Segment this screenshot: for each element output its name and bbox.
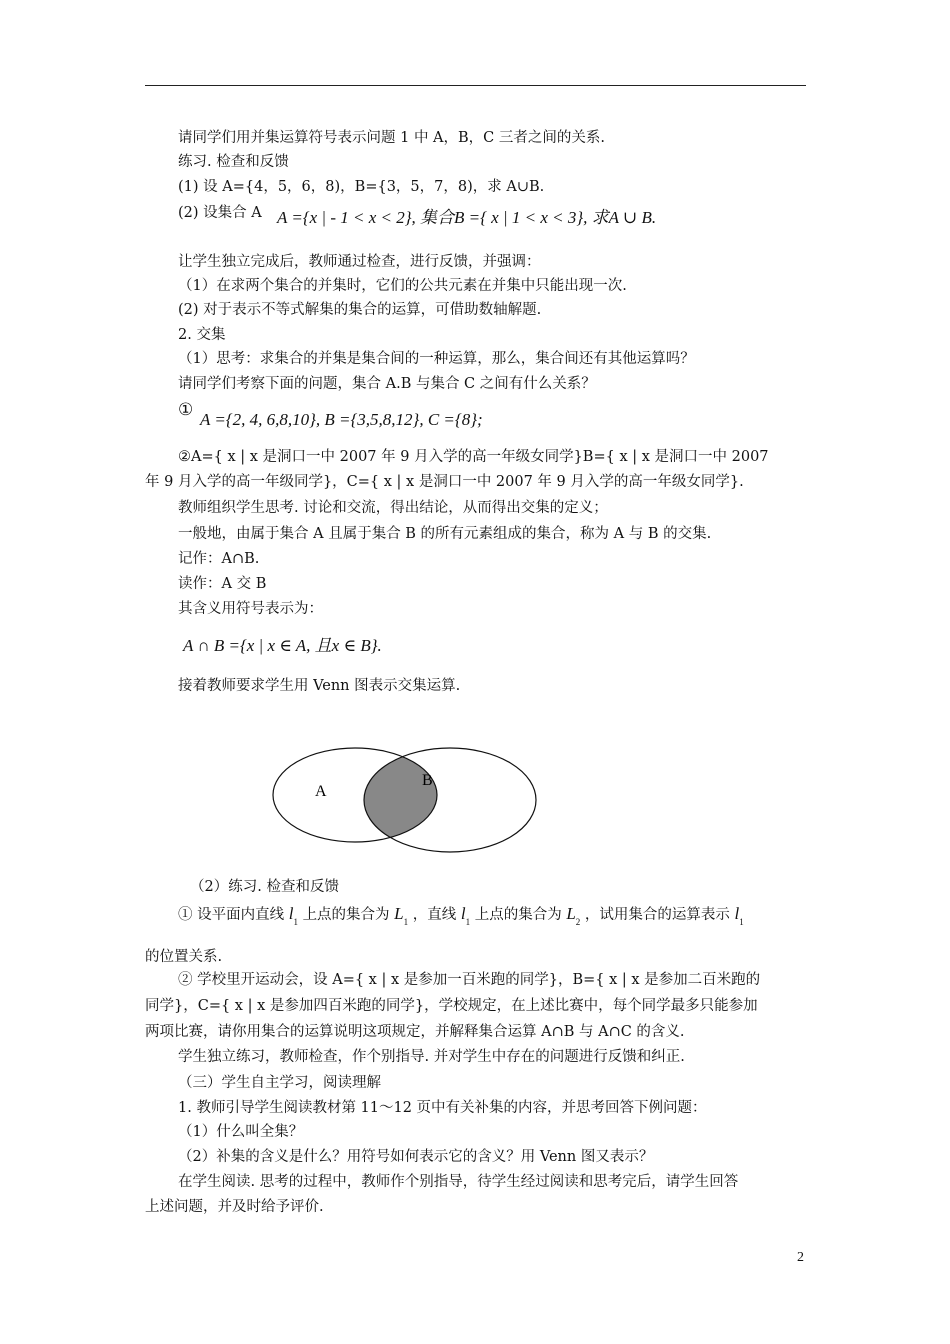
text-line: 让学生独立完成后，教师通过检查，进行反馈，并强调： xyxy=(178,254,541,270)
text-line: 一般地，由属于集合 A 且属于集合 B 的所有元素组成的集合，称为 A 与 B 的交集. xyxy=(178,526,712,542)
exercise-text: ，直线 xyxy=(412,907,457,923)
page-number: 2 xyxy=(797,1250,804,1265)
text-line: 其含义用符号表示为： xyxy=(178,601,323,617)
section-heading: （三）学生自主学习，阅读理解 xyxy=(178,1075,381,1091)
text-line: ② 学校里开运动会，设 A={ x | x 是参加一百米跑的同学}，B={ x | x 是参加二百米跑的 xyxy=(178,972,761,988)
venn-label-a: A xyxy=(315,783,327,800)
exercise-text: 上点的集合为 xyxy=(474,907,562,923)
header-rule xyxy=(145,85,806,86)
text-line: (2) 对于表示不等式解集的集合的运算，可借助数轴解题. xyxy=(178,302,542,318)
symbol-l1: $l_1$ xyxy=(734,904,744,927)
venn-diagram xyxy=(265,740,565,860)
text-line: 练习. 检查和反馈 xyxy=(178,154,289,170)
text-line: 1. 教师引导学生阅读教材第 11～12 页中有关补集的内容，并思考回答下例问题： xyxy=(178,1100,707,1116)
text-line: 的位置关系. xyxy=(145,949,223,965)
text-line: 上述问题，并及时给予评价. xyxy=(145,1199,324,1215)
text-line: 学生独立练习，教师检查，作个别指导. 并对学生中存在的问题进行反馈和纠正. xyxy=(178,1049,685,1065)
text-line: 同学}，C={ x | x 是参加四百米跑的同学}，学校规定，在上述比赛中，每个同学最多只能参加 xyxy=(145,998,758,1014)
symbol-L1: $L_1$ xyxy=(394,904,409,927)
text-line: （1）思考：求集合的并集是集合间的一种运算，那么，集合间还有其他运算吗？ xyxy=(178,351,695,367)
exercise-text: ① 设平面内直线 xyxy=(178,907,285,923)
section-heading: 2. 交集 xyxy=(178,327,226,343)
text-line: （1）什么叫全集？ xyxy=(178,1124,304,1140)
symbol-L2: $L_2$ xyxy=(566,904,581,927)
symbol-l1: $l_1$ xyxy=(288,904,298,927)
union-formula: A ={x | - 1 < x < 2}, 集合B ={ x | 1 < x < 3}, 求A ∪ B. xyxy=(277,208,657,227)
text-line: (1) 设 A={4，5，6，8)，B={3，5，7，8)，求 A∪B. xyxy=(178,179,545,195)
text-line: （1）在求两个集合的并集时，它们的公共元素在并集中只能出现一次. xyxy=(178,278,627,294)
sets-formula: A ={2, 4, 6,8,10}, B ={3,5,8,12}, C ={8}; xyxy=(200,410,483,429)
venn-intersection xyxy=(364,748,536,852)
text-line: ②A={ x | x 是洞口一中 2007 年 9 月入学的高一年级女同学}B={ x | x 是洞口一中 2007 xyxy=(178,449,769,465)
symbol-l1: $l_1$ xyxy=(460,904,471,927)
text-line: (2) 设集合 A xyxy=(178,205,262,221)
text-line: 在学生阅读. 思考的过程中，教师作个别指导，待学生经过阅读和思考完后，请学生回答 xyxy=(178,1174,739,1190)
text-line: 读作：A 交 B xyxy=(178,576,267,592)
text-line: （2）练习. 检查和反馈 xyxy=(190,879,339,895)
exercise-line xyxy=(178,904,744,932)
exercise-text: 上点的集合为 xyxy=(302,907,390,923)
venn-label-b: B xyxy=(422,772,433,789)
intersection-formula: A ∩ B ={x | x ∈ A, 且x ∈ B}. xyxy=(183,636,382,655)
text-line: 两项比赛，请你用集合的运算说明这项规定，并解释集合运算 A∩B 与 A∩C 的含义. xyxy=(145,1024,685,1040)
text-line: 请同学们考察下面的问题，集合 A.B 与集合 C 之间有什么关系？ xyxy=(178,376,596,392)
text-line: 记作：A∩B. xyxy=(178,551,260,567)
text-line: 接着教师要求学生用 Venn 图表示交集运算. xyxy=(178,678,461,694)
text-line: 教师组织学生思考. 讨论和交流，得出结论，从而得出交集的定义； xyxy=(178,500,608,516)
text-line: 请同学们用并集运算符号表示问题 1 中 A，B，C 三者之间的关系. xyxy=(178,130,605,146)
text-line: （2）补集的含义是什么？用符号如何表示它的含义？用 Venn 图又表示？ xyxy=(178,1149,654,1165)
circled-one: ① xyxy=(178,400,194,420)
exercise-text: ，试用集合的运算表示 xyxy=(584,907,730,923)
text-line: 年 9 月入学的高一年级同学}，C={ x | x 是洞口一中 2007 年 9 月入学的高一年级女同学}. xyxy=(145,474,744,490)
